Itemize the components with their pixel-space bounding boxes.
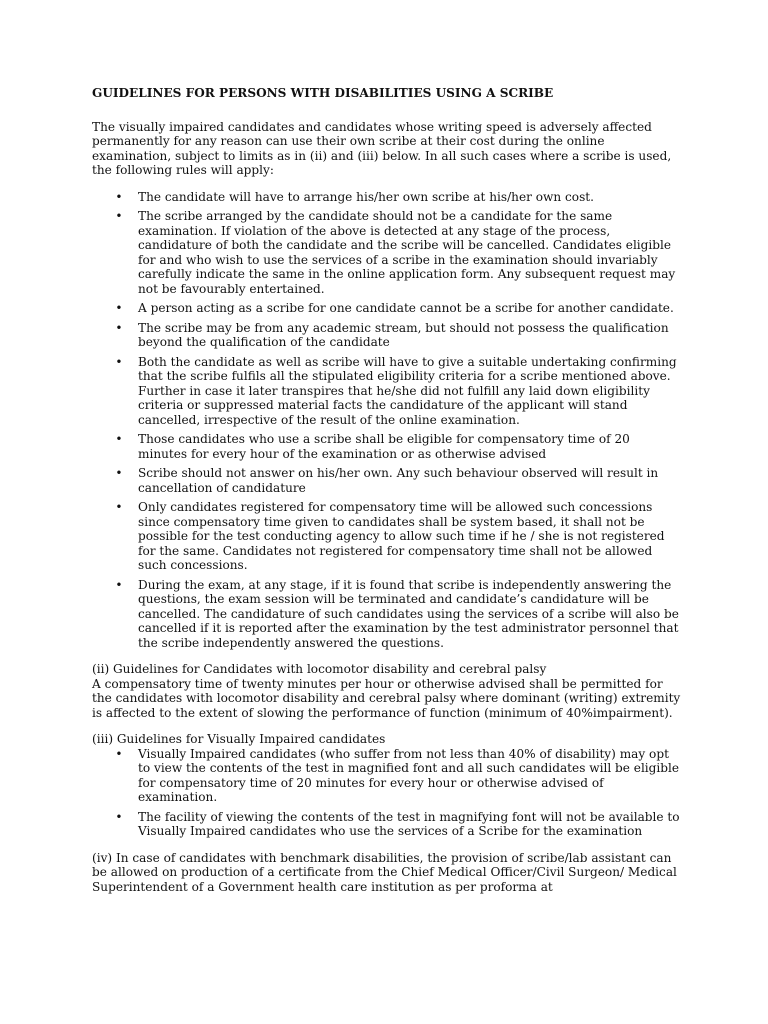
bullet-icon: • bbox=[115, 432, 123, 446]
list-item bbox=[92, 810, 682, 839]
bullet-icon: • bbox=[115, 354, 123, 369]
bullet-icon: • bbox=[115, 209, 123, 223]
bullet-icon: • bbox=[115, 189, 123, 204]
list-item-text: A person acting as a scribe for one candidate cannot be a scribe for another candidate. bbox=[138, 301, 674, 315]
page-title: GUIDELINES FOR PERSONS WITH DISABILITIES USING A SCRIBE bbox=[92, 86, 554, 100]
section-iv bbox=[92, 851, 682, 895]
list-item-text: During the exam, at any stage, if it is found that scribe is independently answering the questions, the exam session will be terminated and candidate’s candidature will be cancelled. The candidature of such candidates using the services of a scribe will also be cancelled if it is reported after the examination by the test administrator personnel that the scribe independently answered the questions. bbox=[138, 577, 679, 650]
list-item bbox=[92, 747, 682, 805]
list-item bbox=[92, 578, 682, 651]
list-item-text: The scribe may be from any academic stream, but should not possess the qualification beyond the qualification of the candidate bbox=[138, 320, 669, 349]
list-item-text: Both the candidate as well as scribe will have to give a suitable undertaking confirming that the scribe fulfils all the stipulated eligibility criteria for a scribe mentioned above. Further in case it later transpires that he/she did not fulfill any laid down eligibility criteria or suppressed material facts the candidature of the applicant will stand cancelled, irrespective of the result of the online examination. bbox=[138, 354, 677, 427]
list-item bbox=[92, 321, 682, 350]
list-item bbox=[92, 355, 682, 428]
section-iii-heading: (iii) Guidelines for Visually Impaired candidates bbox=[92, 732, 386, 746]
bullet-icon: • bbox=[115, 577, 123, 592]
list-item-text: Scribe should not answer on his/her own. Any such behaviour observed will result in cancellation of candidature bbox=[138, 466, 659, 495]
list-item-text: Only candidates registered for compensatory time will be allowed such concessions since compensatory time given to candidates shall be system based, it shall not be possible for the test conducting agency to allow such time if he / she is not registered for the same. Candidates not registered for compensatory time shall not be allowed such concessions. bbox=[138, 500, 665, 572]
bullet-icon: • bbox=[115, 500, 123, 514]
section-iv-text: (iv) In case of candidates with benchmark disabilities, the provision of scribe/lab assistant can be allowed on production of a certificate from the Chief Medical Officer/Civil Surgeon/ Medical Superintendent of a Government health care institution as per proforma at bbox=[92, 850, 677, 894]
list-item-text: The candidate will have to arrange his/her own scribe at his/her own cost. bbox=[138, 189, 594, 204]
section-ii-heading: (ii) Guidelines for Candidates with locomotor disability and cerebral palsy bbox=[92, 662, 547, 676]
list-item bbox=[92, 466, 682, 495]
bullet-icon: • bbox=[115, 809, 123, 824]
list-item-text: The facility of viewing the contents of the test in magnifying font will not be available to Visually Impaired candidates who use the services of a Scribe for the examination bbox=[138, 809, 680, 838]
document-page bbox=[92, 86, 682, 906]
scribe-rules-list bbox=[92, 190, 682, 651]
list-item-text: The scribe arranged by the candidate should not be a candidate for the same examination. If violation of the above is detected at any stage of the process, candidature of both the candidate and the scribe will be cancelled. Candidates eligible for and who wish to use the services of a scribe in the examination should invariably carefully indicate the same in the online application form. Any subsequent request may not be favourably entertained. bbox=[138, 209, 676, 296]
list-item-text: Those candidates who use a scribe shall be eligible for compensatory time of 20 minutes for every hour of the examination or as otherwise advised bbox=[138, 432, 630, 461]
section-iii bbox=[92, 732, 682, 839]
list-item bbox=[92, 432, 682, 461]
list-item-text: Visually Impaired candidates (who suffer from not less than 40% of disability) may opt to view the contents of the test in magnified font and all such candidates will be eligible for compensatory time of 20 minutes for every hour or otherwise advised of examination. bbox=[138, 746, 680, 804]
intro-paragraph: The visually impaired candidates and candidates whose writing speed is adversely affected permanently for any reason can use their own scribe at their cost during the online examination, subject to limits as in (ii) and (iii) below. In all such cases where a scribe is used, the following rules will apply: bbox=[92, 119, 672, 177]
section-ii-text: A compensatory time of twenty minutes per hour or otherwise advised shall be permitted for the candidates with locomotor disability and cerebral palsy where dominant (writing) extremity is affected to the extent of slowing the performance of function (minimum of 40%impairment). bbox=[92, 676, 681, 720]
list-item bbox=[92, 301, 682, 316]
list-item bbox=[92, 190, 682, 205]
bullet-icon: • bbox=[115, 301, 123, 315]
list-item bbox=[92, 209, 682, 296]
bullet-icon: • bbox=[115, 320, 123, 335]
bullet-icon: • bbox=[115, 466, 123, 480]
bullet-icon: • bbox=[115, 746, 123, 761]
section-ii bbox=[92, 662, 682, 720]
visually-impaired-list bbox=[92, 747, 682, 839]
list-item bbox=[92, 500, 682, 573]
